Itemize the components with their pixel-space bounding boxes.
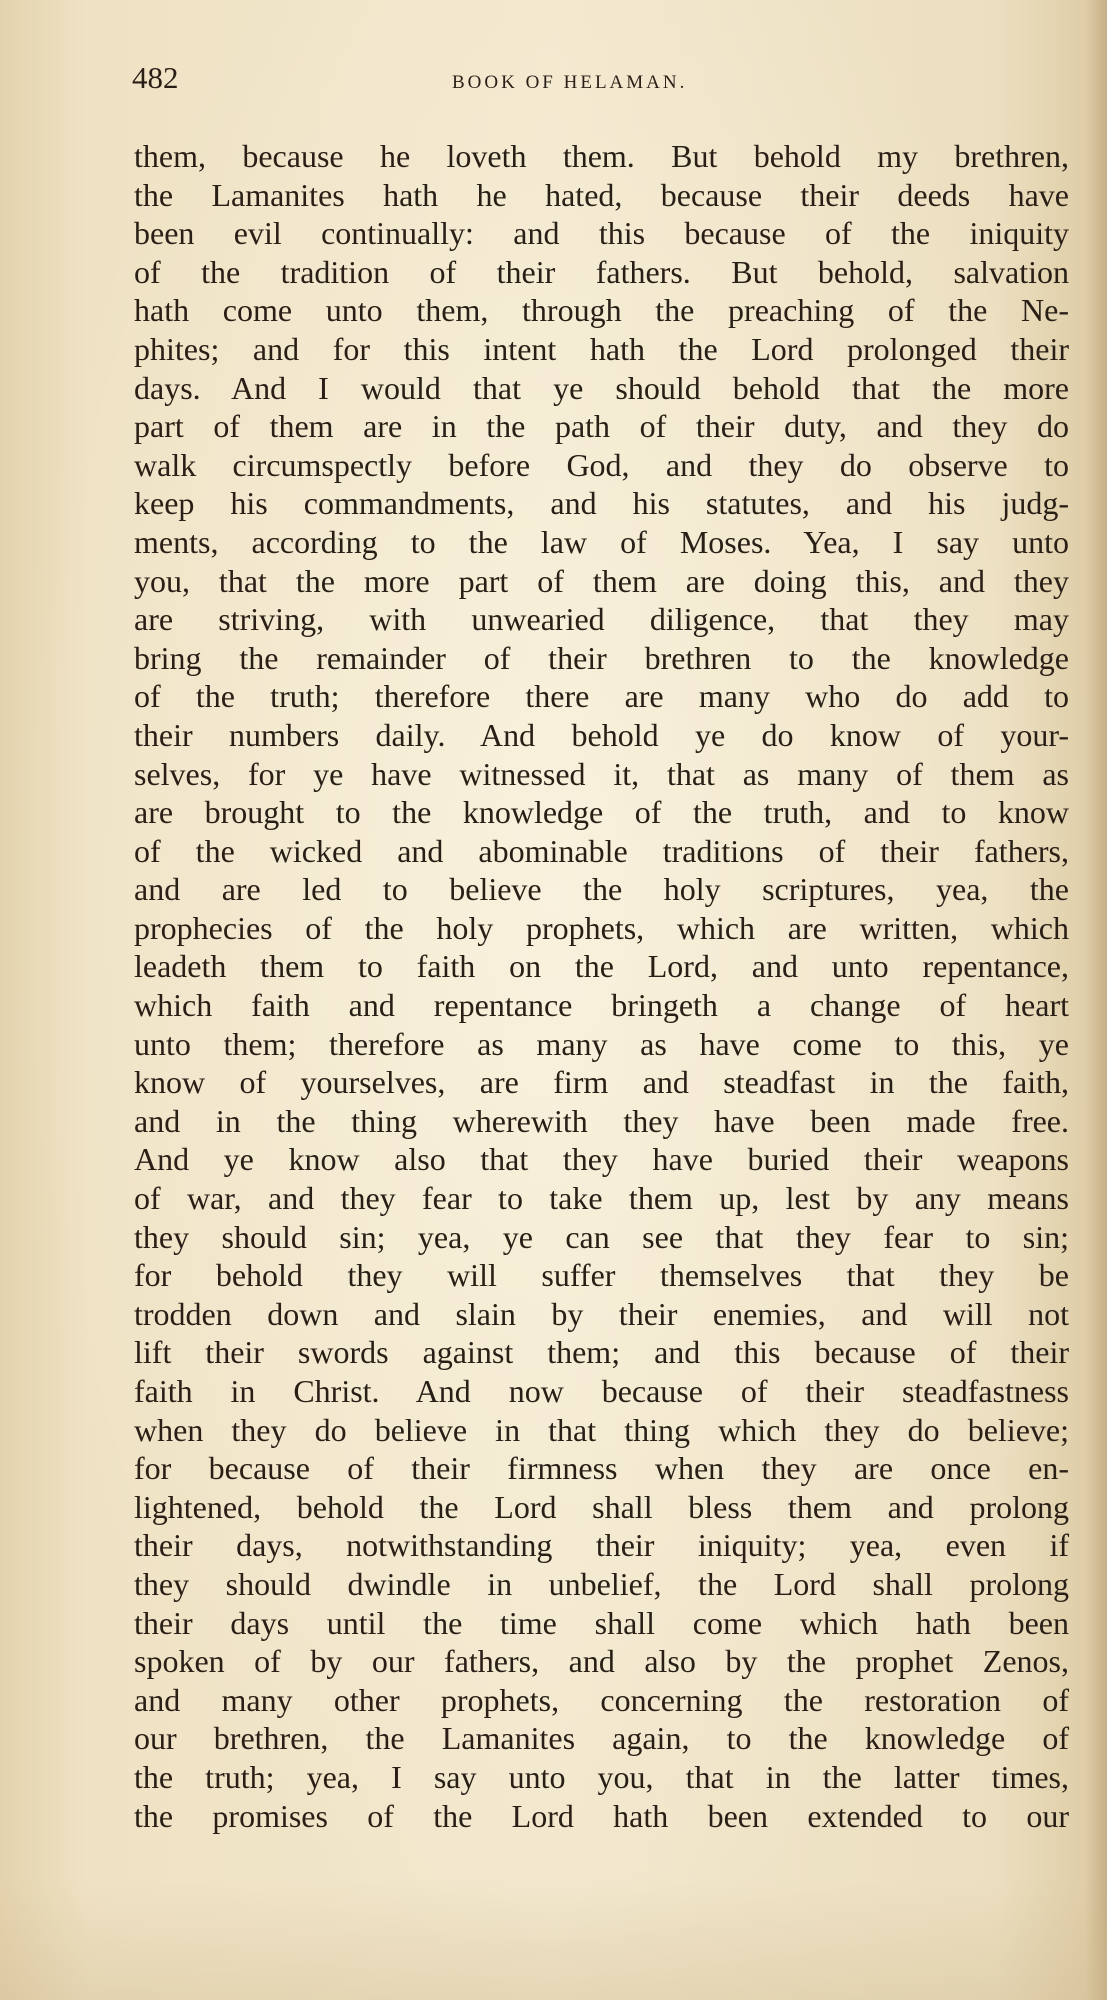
- text-line: lightened, behold the Lord shall bless them and prolong: [134, 1488, 1069, 1525]
- text-line: our brethren, the Lamanites again, to the knowledge of: [134, 1720, 1069, 1757]
- text-line: part of them are in the path of their duty, and they do: [134, 408, 1069, 445]
- text-line: of the tradition of their fathers. But behold, salvation: [134, 253, 1069, 290]
- text-line: spoken of by our fathers, and also by the prophet Zenos,: [134, 1643, 1069, 1680]
- text-line: you, that the more part of them are doing this, and they: [134, 562, 1069, 599]
- text-line: when they do believe in that thing which they do believe;: [134, 1411, 1069, 1448]
- text-line: keep his commandments, and his statutes, and his judg-: [134, 485, 1069, 522]
- text-line: and are led to believe the holy scriptures, yea, the: [134, 871, 1069, 908]
- text-line: phites; and for this intent hath the Lord prolonged their: [134, 330, 1069, 367]
- text-line: for because of their firmness when they are once en-: [134, 1450, 1069, 1487]
- text-line: their days until the time shall come which hath been: [134, 1604, 1069, 1641]
- text-line: lift their swords against them; and this because of their: [134, 1334, 1069, 1371]
- text-line: walk circumspectly before God, and they do observe to: [134, 446, 1069, 483]
- text-line: the truth; yea, I say unto you, that in the latter times,: [134, 1758, 1069, 1795]
- text-line: they should sin; yea, ye can see that they fear to sin;: [134, 1218, 1069, 1255]
- text-line: faith in Christ. And now because of their steadfastness: [134, 1373, 1069, 1409]
- text-line: of war, and they fear to take them up, lest by any means: [134, 1180, 1069, 1217]
- text-line: of the wicked and abominable traditions of their fathers,: [134, 832, 1069, 869]
- text-line: which faith and repentance bringeth a change of heart: [134, 987, 1069, 1024]
- text-line: them, because he loveth them. But behold my brethren,: [134, 138, 1069, 174]
- text-line: are striving, with unwearied diligence, that they may: [134, 601, 1069, 638]
- text-line: been evil continually: and this because of the iniquity: [134, 215, 1069, 252]
- text-line: they should dwindle in unbelief, the Lord shall prolong: [134, 1565, 1069, 1602]
- text-line: trodden down and slain by their enemies, and will not: [134, 1295, 1069, 1332]
- page-edge-shadow: [1085, 0, 1107, 2000]
- text-line: their numbers daily. And behold ye do know of your-: [134, 716, 1069, 753]
- text-line: ments, according to the law of Moses. Yea, I say unto: [134, 523, 1069, 560]
- text-line: And ye know also that they have buried their weapons: [134, 1141, 1069, 1178]
- text-line: days. And I would that ye should behold that the more: [134, 369, 1069, 406]
- text-line: unto them; therefore as many as have come to this, ye: [134, 1025, 1069, 1062]
- text-line: and in the thing wherewith they have been made free.: [134, 1102, 1069, 1139]
- text-line: selves, for ye have witnessed it, that as many of them as: [134, 755, 1069, 792]
- text-line: bring the remainder of their brethren to the knowledge: [134, 639, 1069, 676]
- body-text: [134, 137, 1069, 1835]
- running-head: BOOK OF HELAMAN.: [452, 72, 688, 93]
- text-line: of the truth; therefore there are many who do add to: [134, 678, 1069, 715]
- text-line: are brought to the knowledge of the truth, and to know: [134, 794, 1069, 831]
- page-number: 482: [132, 60, 179, 95]
- text-line: for behold they will suffer themselves that they be: [134, 1257, 1069, 1294]
- text-line: the promises of the Lord hath been extended to our: [134, 1797, 1069, 1834]
- text-line: their days, notwithstanding their iniquity; yea, even if: [134, 1527, 1069, 1564]
- text-line: hath come unto them, through the preaching of the Ne-: [134, 292, 1069, 329]
- page-header: [132, 60, 1072, 100]
- text-line: the Lamanites hath he hated, because their deeds have: [134, 176, 1069, 213]
- text-line: leadeth them to faith on the Lord, and unto repentance,: [134, 948, 1069, 985]
- text-line: know of yourselves, are firm and steadfast in the faith,: [134, 1064, 1069, 1101]
- text-line: and many other prophets, concerning the restoration of: [134, 1681, 1069, 1718]
- text-line: prophecies of the holy prophets, which are written, which: [134, 909, 1069, 946]
